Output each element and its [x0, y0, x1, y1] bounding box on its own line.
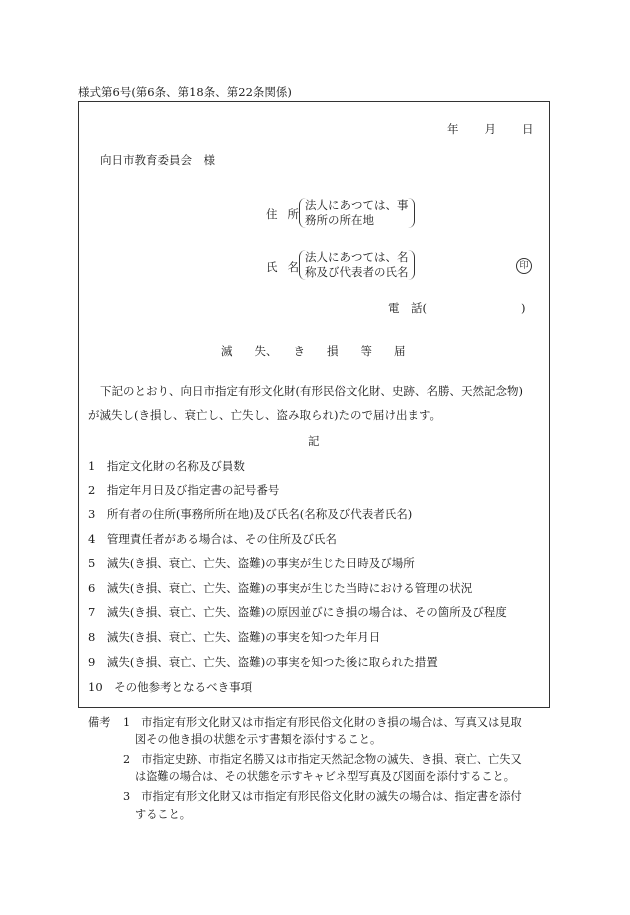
list-item: 2 指定年月日及び指定書の記号番号: [88, 483, 280, 497]
address-label-2: 所: [287, 207, 299, 221]
address-label-1: 住: [266, 207, 278, 221]
note-1-line-2: 図その他き損の状態を示す書類を添付すること。: [135, 733, 382, 746]
date-day: 日: [522, 122, 534, 136]
title-char: 等: [360, 344, 372, 358]
name-label-2: 名: [287, 260, 299, 274]
form-number-label: 様式第6号(第6条、第18条、第22条関係): [78, 85, 292, 99]
phone-close: ): [521, 301, 526, 315]
phone-line: [388, 300, 526, 316]
list-item: 6 滅失(き損、衰亡、亡失、盗難)の事実が生じた当時における管理の状況: [88, 581, 473, 595]
address-label: [266, 206, 299, 222]
title-char: 損: [327, 344, 339, 358]
date-line: [447, 121, 534, 137]
document-title: [221, 343, 406, 359]
date-year: 年: [447, 122, 459, 136]
note-2-line-2: は盗難の場合は、その状態を示すキャビネ型写真及び図面を添付すること。: [135, 770, 515, 783]
note-3-line-1: 3 市指定有形文化財又は市指定有形民俗文化財の滅失の場合は、指定書を添付: [123, 790, 522, 803]
title-char: 滅: [221, 344, 233, 358]
title-char: き: [293, 344, 305, 358]
list-item: 10 その他参考となるべき事項: [88, 680, 253, 694]
list-item: 8 滅失(き損、衰亡、亡失、盗難)の事実を知つた年月日: [88, 630, 381, 644]
list-item: 9 滅失(き損、衰亡、亡失、盗難)の事実を知つた後に取られた措置: [88, 655, 438, 669]
notes-heading: 備考: [88, 716, 111, 729]
name-label: [266, 259, 299, 275]
phone-label: 電 話(: [388, 301, 427, 315]
list-item: 7 滅失(き損、衰亡、亡失、盗難)の原因並びにき損の場合は、その箇所及び程度: [88, 605, 507, 619]
address-note-line-2: 務所の所在地: [305, 213, 374, 227]
address-note-line-1: 法人にあつては、事: [305, 198, 409, 212]
seal-mark: 印: [516, 258, 532, 274]
body-text-line-1: 下記のとおり、向日市指定有形文化財(有形民俗文化財、史跡、名勝、天然記念物): [100, 384, 523, 398]
body-text-line-2: が滅失し(き損し、衰亡し、亡失し、盗み取られ)たので届け出ます。: [88, 408, 442, 422]
name-note-line-2: 称及び代表者の氏名: [305, 265, 409, 279]
address-note: [305, 198, 409, 228]
title-char: 失、: [254, 344, 278, 358]
note-3-line-2: すること。: [135, 808, 191, 821]
note-2-line-1: 2 市指定史跡、市指定名勝又は市指定天然記念物の滅失、き損、衰亡、亡失又: [123, 753, 522, 766]
note-1-line-1: 1 市指定有形文化財又は市指定有形民俗文化財のき損の場合は、写真又は見取: [123, 716, 522, 729]
name-note: [305, 250, 409, 280]
list-item: 3 所有者の住所(事務所所在地)及び氏名(名称及び代表者氏名): [88, 507, 413, 521]
addressee: 向日市教育委員会 様: [100, 153, 215, 167]
list-item: 4 管理責任者がある場合は、その住所及び氏名: [88, 532, 337, 546]
list-item: 5 滅失(き損、衰亡、亡失、盗難)の事実が生じた日時及び場所: [88, 556, 415, 570]
title-char: 届: [394, 344, 406, 358]
name-note-line-1: 法人にあつては、名: [305, 250, 409, 264]
ki-heading: 記: [308, 434, 320, 448]
list-item: 1 指定文化財の名称及び員数: [88, 459, 245, 473]
date-month: 月: [484, 122, 496, 136]
name-label-1: 氏: [266, 260, 278, 274]
